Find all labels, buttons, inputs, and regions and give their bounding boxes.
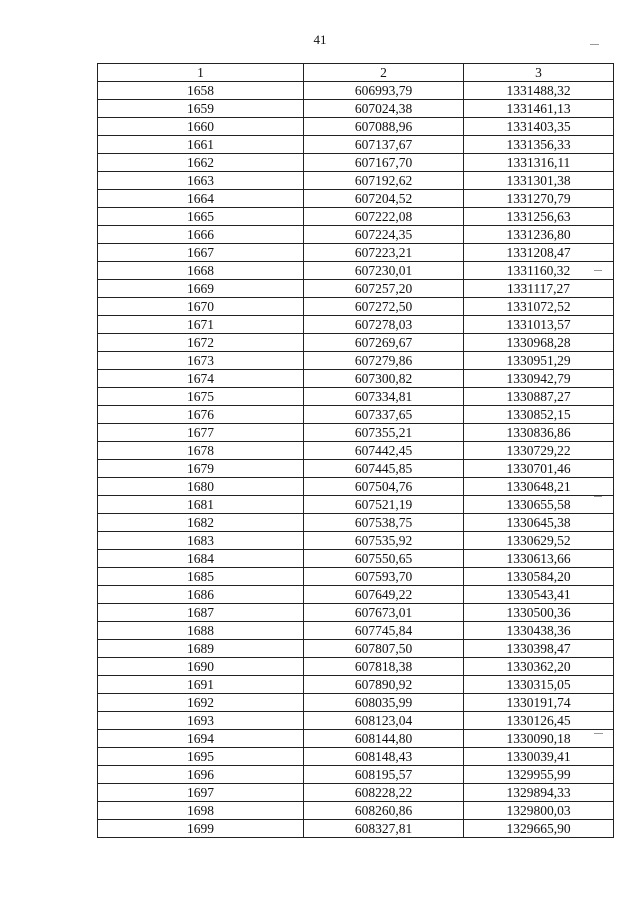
x-coordinate-cell: 607807,50 — [304, 640, 464, 658]
column-header-point-number: 1 — [98, 64, 304, 82]
table-row — [98, 298, 614, 316]
x-coordinate-cell: 607355,21 — [304, 424, 464, 442]
column-header-x: 2 — [304, 64, 464, 82]
table-row — [98, 442, 614, 460]
y-coordinate-cell: 1330362,20 — [464, 658, 614, 676]
y-coordinate-cell: 1329665,90 — [464, 820, 614, 838]
x-coordinate-cell: 607204,52 — [304, 190, 464, 208]
y-coordinate-cell: 1330090,18 — [464, 730, 614, 748]
x-coordinate-cell: 607445,85 — [304, 460, 464, 478]
y-coordinate-cell: 1330836,86 — [464, 424, 614, 442]
x-coordinate-cell: 607521,19 — [304, 496, 464, 514]
x-coordinate-cell: 607279,86 — [304, 352, 464, 370]
point-number-cell: 1681 — [98, 496, 304, 514]
table-row — [98, 334, 614, 352]
y-coordinate-cell: 1330315,05 — [464, 676, 614, 694]
point-number-cell: 1675 — [98, 388, 304, 406]
table-row — [98, 388, 614, 406]
y-coordinate-cell: 1330613,66 — [464, 550, 614, 568]
x-coordinate-cell: 607223,21 — [304, 244, 464, 262]
x-coordinate-cell: 607230,01 — [304, 262, 464, 280]
y-coordinate-cell: 1330500,36 — [464, 604, 614, 622]
table-row — [98, 352, 614, 370]
y-coordinate-cell: 1331488,32 — [464, 82, 614, 100]
y-coordinate-cell: 1331208,47 — [464, 244, 614, 262]
point-number-cell: 1682 — [98, 514, 304, 532]
x-coordinate-cell: 607593,70 — [304, 568, 464, 586]
point-number-cell: 1668 — [98, 262, 304, 280]
table-row — [98, 100, 614, 118]
table-row — [98, 802, 614, 820]
x-coordinate-cell: 608144,80 — [304, 730, 464, 748]
point-number-cell: 1685 — [98, 568, 304, 586]
point-number-cell: 1695 — [98, 748, 304, 766]
table-row — [98, 280, 614, 298]
table-row — [98, 604, 614, 622]
x-coordinate-cell: 607088,96 — [304, 118, 464, 136]
x-coordinate-cell: 607137,67 — [304, 136, 464, 154]
table-row — [98, 82, 614, 100]
table-row — [98, 226, 614, 244]
table-body — [98, 82, 614, 838]
x-coordinate-cell: 607649,22 — [304, 586, 464, 604]
y-coordinate-cell: 1329800,03 — [464, 802, 614, 820]
x-coordinate-cell: 607890,92 — [304, 676, 464, 694]
x-coordinate-cell: 607224,35 — [304, 226, 464, 244]
x-coordinate-cell: 608228,22 — [304, 784, 464, 802]
table-row — [98, 262, 614, 280]
table-row — [98, 784, 614, 802]
point-number-cell: 1663 — [98, 172, 304, 190]
table-row — [98, 316, 614, 334]
y-coordinate-cell: 1331301,38 — [464, 172, 614, 190]
y-coordinate-cell: 1330887,27 — [464, 388, 614, 406]
point-number-cell: 1689 — [98, 640, 304, 658]
point-number-cell: 1671 — [98, 316, 304, 334]
point-number-cell: 1669 — [98, 280, 304, 298]
y-coordinate-cell: 1330968,28 — [464, 334, 614, 352]
x-coordinate-cell: 607673,01 — [304, 604, 464, 622]
table-row — [98, 136, 614, 154]
table-row — [98, 550, 614, 568]
x-coordinate-cell: 607272,50 — [304, 298, 464, 316]
point-number-cell: 1661 — [98, 136, 304, 154]
point-number-cell: 1659 — [98, 100, 304, 118]
y-coordinate-cell: 1331356,33 — [464, 136, 614, 154]
point-number-cell: 1687 — [98, 604, 304, 622]
table-row — [98, 208, 614, 226]
x-coordinate-cell: 606993,79 — [304, 82, 464, 100]
y-coordinate-cell: 1330942,79 — [464, 370, 614, 388]
point-number-cell: 1674 — [98, 370, 304, 388]
y-coordinate-cell: 1330039,41 — [464, 748, 614, 766]
point-number-cell: 1670 — [98, 298, 304, 316]
table-row — [98, 406, 614, 424]
table-row — [98, 190, 614, 208]
x-coordinate-cell: 607745,84 — [304, 622, 464, 640]
x-coordinate-cell: 607504,76 — [304, 478, 464, 496]
y-coordinate-cell: 1330126,45 — [464, 712, 614, 730]
point-number-cell: 1688 — [98, 622, 304, 640]
y-coordinate-cell: 1331160,32 — [464, 262, 614, 280]
table-row — [98, 640, 614, 658]
table-row — [98, 766, 614, 784]
x-coordinate-cell: 607334,81 — [304, 388, 464, 406]
table-row — [98, 478, 614, 496]
x-coordinate-cell: 608148,43 — [304, 748, 464, 766]
point-number-cell: 1699 — [98, 820, 304, 838]
point-number-cell: 1664 — [98, 190, 304, 208]
x-coordinate-cell: 607257,20 — [304, 280, 464, 298]
y-coordinate-cell: 1331117,27 — [464, 280, 614, 298]
table-row — [98, 676, 614, 694]
y-coordinate-cell: 1330701,46 — [464, 460, 614, 478]
table-row — [98, 820, 614, 838]
y-coordinate-cell: 1330398,47 — [464, 640, 614, 658]
point-number-cell: 1683 — [98, 532, 304, 550]
y-coordinate-cell: 1329955,99 — [464, 766, 614, 784]
x-coordinate-cell: 608035,99 — [304, 694, 464, 712]
point-number-cell: 1673 — [98, 352, 304, 370]
table-row — [98, 694, 614, 712]
table-row — [98, 712, 614, 730]
point-number-cell: 1686 — [98, 586, 304, 604]
table-row — [98, 532, 614, 550]
point-number-cell: 1697 — [98, 784, 304, 802]
y-coordinate-cell: 1330543,41 — [464, 586, 614, 604]
x-coordinate-cell: 608327,81 — [304, 820, 464, 838]
table-row — [98, 658, 614, 676]
point-number-cell: 1662 — [98, 154, 304, 172]
column-header-y: 3 — [464, 64, 614, 82]
point-number-cell: 1698 — [98, 802, 304, 820]
x-coordinate-cell: 607538,75 — [304, 514, 464, 532]
x-coordinate-cell: 608123,04 — [304, 712, 464, 730]
point-number-cell: 1692 — [98, 694, 304, 712]
x-coordinate-cell: 607535,92 — [304, 532, 464, 550]
point-number-cell: 1680 — [98, 478, 304, 496]
point-number-cell: 1679 — [98, 460, 304, 478]
y-coordinate-cell: 1330584,20 — [464, 568, 614, 586]
point-number-cell: 1693 — [98, 712, 304, 730]
y-coordinate-cell: 1330438,36 — [464, 622, 614, 640]
table-row — [98, 118, 614, 136]
table-row — [98, 244, 614, 262]
y-coordinate-cell: 1331403,35 — [464, 118, 614, 136]
table-row — [98, 586, 614, 604]
x-coordinate-cell: 607300,82 — [304, 370, 464, 388]
y-coordinate-cell: 1330645,38 — [464, 514, 614, 532]
point-number-cell: 1676 — [98, 406, 304, 424]
point-number-cell: 1667 — [98, 244, 304, 262]
point-number-cell: 1666 — [98, 226, 304, 244]
point-number-cell: 1658 — [98, 82, 304, 100]
table-row — [98, 748, 614, 766]
y-coordinate-cell: 1331461,13 — [464, 100, 614, 118]
y-coordinate-cell: 1331072,52 — [464, 298, 614, 316]
y-coordinate-cell: 1331236,80 — [464, 226, 614, 244]
y-coordinate-cell: 1330648,21 — [464, 478, 614, 496]
x-coordinate-cell: 607024,38 — [304, 100, 464, 118]
table-row — [98, 370, 614, 388]
scan-mark — [590, 44, 599, 45]
y-coordinate-cell: 1330852,15 — [464, 406, 614, 424]
point-number-cell: 1691 — [98, 676, 304, 694]
table-row — [98, 730, 614, 748]
x-coordinate-cell: 607442,45 — [304, 442, 464, 460]
coordinates-table — [97, 63, 614, 838]
y-coordinate-cell: 1331270,79 — [464, 190, 614, 208]
x-coordinate-cell: 607818,38 — [304, 658, 464, 676]
point-number-cell: 1672 — [98, 334, 304, 352]
point-number-cell: 1677 — [98, 424, 304, 442]
y-coordinate-cell: 1331013,57 — [464, 316, 614, 334]
y-coordinate-cell: 1330655,58 — [464, 496, 614, 514]
x-coordinate-cell: 607550,65 — [304, 550, 464, 568]
y-coordinate-cell: 1330951,29 — [464, 352, 614, 370]
x-coordinate-cell: 608195,57 — [304, 766, 464, 784]
point-number-cell: 1690 — [98, 658, 304, 676]
x-coordinate-cell: 608260,86 — [304, 802, 464, 820]
table-row — [98, 460, 614, 478]
y-coordinate-cell: 1331316,11 — [464, 154, 614, 172]
point-number-cell: 1678 — [98, 442, 304, 460]
y-coordinate-cell: 1330191,74 — [464, 694, 614, 712]
point-number-cell: 1660 — [98, 118, 304, 136]
table-row — [98, 622, 614, 640]
page-number: 41 — [313, 32, 327, 47]
x-coordinate-cell: 607192,62 — [304, 172, 464, 190]
table-row — [98, 424, 614, 442]
table-row — [98, 568, 614, 586]
y-coordinate-cell: 1331256,63 — [464, 208, 614, 226]
x-coordinate-cell: 607337,65 — [304, 406, 464, 424]
point-number-cell: 1684 — [98, 550, 304, 568]
y-coordinate-cell: 1330629,52 — [464, 532, 614, 550]
y-coordinate-cell: 1329894,33 — [464, 784, 614, 802]
x-coordinate-cell: 607167,70 — [304, 154, 464, 172]
x-coordinate-cell: 607222,08 — [304, 208, 464, 226]
point-number-cell: 1694 — [98, 730, 304, 748]
x-coordinate-cell: 607278,03 — [304, 316, 464, 334]
table-row — [98, 514, 614, 532]
point-number-cell: 1696 — [98, 766, 304, 784]
point-number-cell: 1665 — [98, 208, 304, 226]
table-row — [98, 172, 614, 190]
table-header-row — [98, 64, 614, 82]
y-coordinate-cell: 1330729,22 — [464, 442, 614, 460]
table-row — [98, 496, 614, 514]
table-row — [98, 154, 614, 172]
x-coordinate-cell: 607269,67 — [304, 334, 464, 352]
